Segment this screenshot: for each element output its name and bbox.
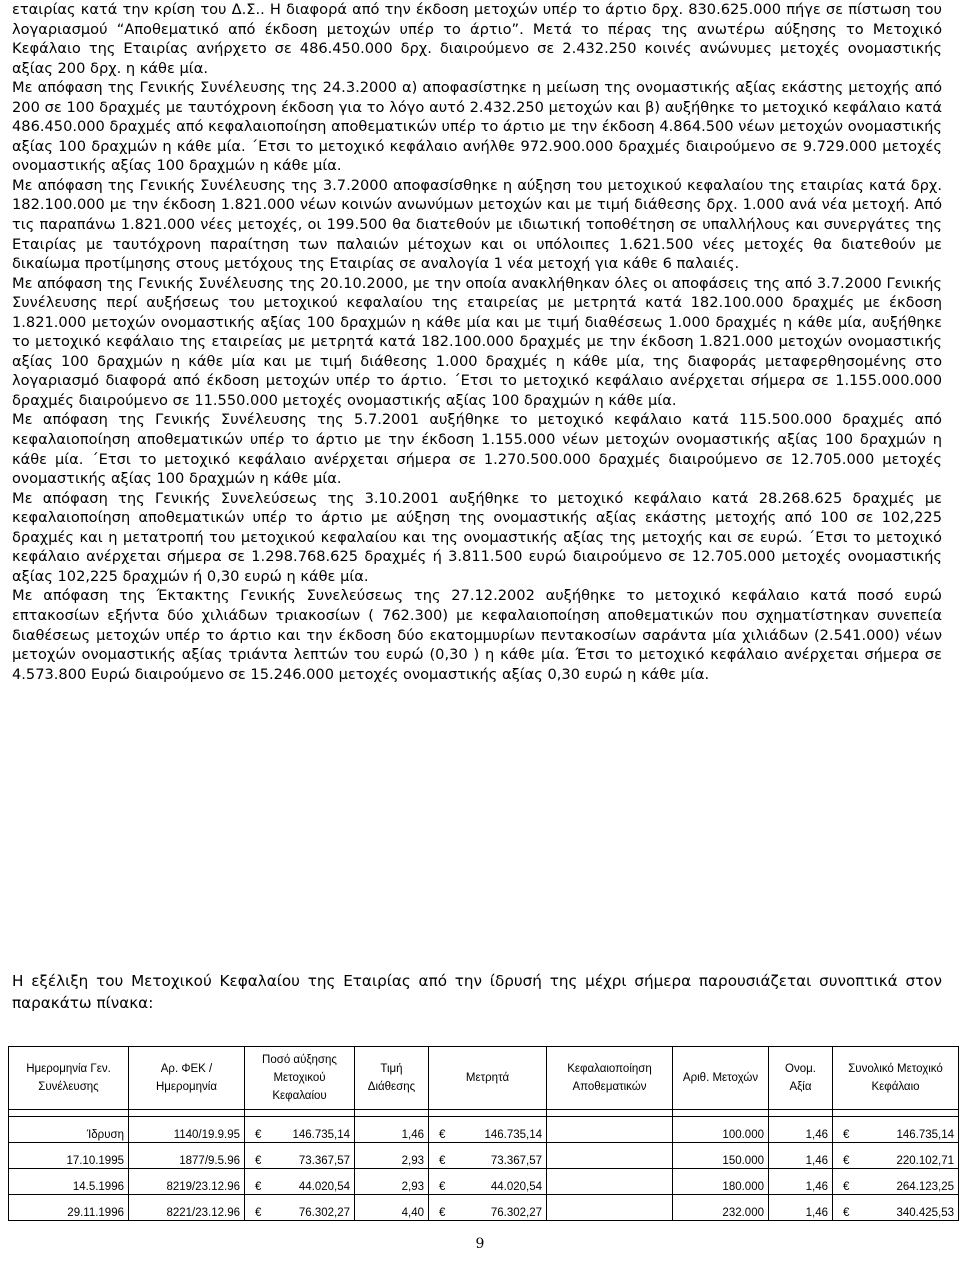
cell-value: 340.425,53 [896, 1207, 954, 1219]
table-row [9, 1169, 959, 1195]
paragraph-gm-3-10-2001: Με απόφαση της Γενικής Συνελεύσεως της 3.10.2001 αυξήθηκε το μετοχικό κεφάλαιο κατά 28.268.625 δραχμές με κεφαλαιοποίηση αποθεματικών υπέρ το άρτιο με αύξηση της ονομαστικής αξίας εκάστης μετοχής από 100 σε 102,225 δραχμές και η μετατροπή του μετοχικού κεφαλαίου και της ονομαστικής αξίας της μετοχής και σε ευρώ. ΄Ετσι το μετοχικό κεφάλαιο ανέρχεται σήμερα σε 1.298.768.625 δραχμές ή 3.811.500 ευρώ διαιρούμενο σε 12.705.000 μετοχές ονομαστικής αξίας 102,225 δραχμών ή 0,30 ευρώ η κάθε μία. [12, 489, 942, 585]
table-intro [12, 970, 942, 1014]
euro-symbol: € [255, 1129, 262, 1141]
cell-total-capital [833, 1143, 959, 1169]
euro-symbol: € [439, 1181, 446, 1193]
euro-symbol: € [439, 1207, 446, 1219]
cell-nominal-value: 1,46 [769, 1143, 833, 1169]
header-total-capital: Συνολικό Μετοχικό Κεφάλαιο [833, 1047, 959, 1110]
cell-cash [429, 1117, 547, 1143]
cell-share-count: 232.000 [673, 1195, 769, 1221]
header-cash: Μετρητά [429, 1047, 547, 1110]
paragraph-share-issue-premium: εταιρίας κατά την κρίση του Δ.Σ.. Η διαφορά από την έκδοση μετοχών υπέρ το άρτιο δρχ. 830.625.000 πήγε σε πίστωση του λογαριασμού “Αποθεματικό από έκδοση μετοχών υπέρ το άρτιο”. Μετά το πέρας της ανωτέρω αύξησης το Μετοχικό Κεφάλαιο της Εταιρίας ανήρχετο σε 486.450.000 δρχ. διαιρούμενο σε 2.432.250 κοινές ανώνυμες μετοχές ονομαστικής αξίας 200 δρχ. η κάθε μία. [12, 1, 942, 77]
cell-offer-price: 2,93 [355, 1169, 429, 1195]
euro-symbol: € [255, 1155, 262, 1167]
cell-reserve-capitalisation [547, 1143, 673, 1169]
cell-total-capital [833, 1117, 959, 1143]
euro-symbol: € [843, 1155, 850, 1167]
cell-value: 146.735,14 [484, 1129, 542, 1141]
cell-value: 44.020,54 [490, 1181, 542, 1193]
cell-share-count: 150.000 [673, 1143, 769, 1169]
cell-value: 146.735,14 [292, 1129, 350, 1141]
cell-reserve-capitalisation [547, 1169, 673, 1195]
euro-symbol: € [255, 1181, 262, 1193]
cell-gazette-no: 1877/9.5.96 [129, 1143, 245, 1169]
cell-value: 76.302,27 [298, 1207, 350, 1219]
cell-increase-amount [245, 1143, 355, 1169]
cell-value: 146.735,14 [896, 1129, 954, 1141]
table-header-row [9, 1047, 959, 1110]
cell-value: 73.367,57 [490, 1155, 542, 1167]
cell-nominal-value: 1,46 [769, 1169, 833, 1195]
cell-nominal-value: 1,46 [769, 1117, 833, 1143]
cell-gm-date: Ίδρυση [9, 1117, 129, 1143]
header-offer-price: Τιμή Διάθεσης [355, 1047, 429, 1110]
table-row [9, 1143, 959, 1169]
cell-total-capital [833, 1195, 959, 1221]
cell-total-capital [833, 1169, 959, 1195]
cell-cash [429, 1143, 547, 1169]
cell-share-count: 100.000 [673, 1117, 769, 1143]
share-capital-table [8, 1046, 959, 1221]
cell-share-count: 180.000 [673, 1169, 769, 1195]
body-text [12, 0, 942, 684]
table-row [9, 1195, 959, 1221]
cell-cash [429, 1195, 547, 1221]
cell-offer-price: 1,46 [355, 1117, 429, 1143]
cell-increase-amount [245, 1195, 355, 1221]
cell-nominal-value: 1,46 [769, 1195, 833, 1221]
table-intro-text: Η εξέλιξη του Μετοχικού Κεφαλαίου της Εταιρίας από την ίδρυσή της μέχρι σήμερα παρουσιάζεται συνοπτικά στον παρακάτω πίνακα: [12, 972, 942, 1012]
cell-gazette-no: 8219/23.12.96 [129, 1169, 245, 1195]
header-gm-date: Ημερομηνία Γεν. Συνέλευσης [9, 1047, 129, 1110]
paragraph-gm-24-3-2000: Με απόφαση της Γενικής Συνέλευσης της 24.3.2000 α) αποφασίστηκε η μείωση της ονομαστικής αξίας εκάστης μετοχής από 200 σε 100 δραχμές με ταυτόχρονη έκδοση για το λόγο αυτό 2.432.250 μετοχών και β) αυξήθηκε το μετοχικό κεφάλαιο κατά 486.450.000 δραχμές από κεφαλαιοποίηση αποθεματικών υπέρ το άρτιο με την έκδοση 4.864.500 νέων μετοχών ονομαστικής αξίας 100 δραχμών η κάθε μία. ΄Ετσι το μετοχικό κεφάλαιο ανήλθε 972.900.000 δραχμές διαιρούμενο σε 9.729.000 μετοχές ονομαστικής αξίας 100 δραχμών η κάθε μία. [12, 79, 942, 175]
table-separator-row [9, 1110, 959, 1117]
euro-symbol: € [843, 1129, 850, 1141]
paragraph-egm-27-12-2002: Με απόφαση της Έκτακτης Γενικής Συνελεύσεως της 27.12.2002 αυξήθηκε το μετοχικό κεφάλαιο κατά ποσό ευρώ επτακοσίων εξήντα δύο χιλιάδων τριακοσίων ( 762.300) με κεφαλαιοποίηση αποθεματικών που σχηματίστηκαν συνεπεία διαθέσεως μετοχών υπέρ το άρτιο και την έκδοση δύο εκατομμυρίων πεντακοσίων σαράντα μία χιλιάδων (2.541.000) νέων μετοχών ονομαστικής αξίας τριάντα λεπτών του ευρώ (0,30 ) η κάθε μία. Έτσι το μετοχικό κεφάλαιο ανέρχεται σήμερα σε 4.573.800 Ευρώ διαιρούμενο σε 15.246.000 μετοχές ονομαστικής αξίας 0,30 ευρώ η κάθε μία. [12, 587, 942, 683]
cell-value: 220.102,71 [896, 1155, 954, 1167]
cell-gm-date: 17.10.1995 [9, 1143, 129, 1169]
header-reserve-capitalisation: Κεφαλαιοποίηση Αποθεματικών [547, 1047, 673, 1110]
table-row [9, 1117, 959, 1143]
header-increase-amount: Ποσό αύξησης Μετοχικού Κεφαλαίου [245, 1047, 355, 1110]
euro-symbol: € [255, 1207, 262, 1219]
cell-value: 264.123,25 [896, 1181, 954, 1193]
euro-symbol: € [843, 1207, 850, 1219]
header-nominal-value: Ονομ. Αξία [769, 1047, 833, 1110]
header-gazette-no: Αρ. ΦΕΚ / Ημερομηνία [129, 1047, 245, 1110]
euro-symbol: € [843, 1181, 850, 1193]
cell-offer-price: 2,93 [355, 1143, 429, 1169]
header-share-count: Αριθ. Μετοχών [673, 1047, 769, 1110]
cell-gm-date: 14.5.1996 [9, 1169, 129, 1195]
cell-cash [429, 1169, 547, 1195]
page-number: 9 [475, 1236, 485, 1252]
paragraph-gm-3-7-2000: Με απόφαση της Γενικής Συνέλευσης της 3.7.2000 αποφασίσθηκε η αύξηση του μετοχικού κεφαλαίου της εταιρίας κατά δρχ. 182.100.000 με την έκδοση 1.821.000 νέων κοινών ανωνύμων μετοχών και με τιμή διάθεσης δρχ. 1.000 ανά νέα μετοχή. Από τις παραπάνω 1.821.000 νέες μετοχές, οι 199.500 θα διατεθούν με ιδιωτική τοποθέτηση σε υπαλλήλους και συνεργάτες της Εταιρίας με ταυτόχρονη παραίτηση των παλαιών μέτοχων και οι υπόλοιπες 1.621.500 νέες μετοχές θα διατεθούν με δικαίωμα προτίμησης στους μετόχους της Εταιρίας σε αναλογία 1 νέα μετοχή για κάθε 6 παλαιές. [12, 176, 942, 273]
cell-value: 73.367,57 [298, 1155, 350, 1167]
cell-increase-amount [245, 1169, 355, 1195]
euro-symbol: € [439, 1155, 446, 1167]
paragraph-gm-5-7-2001: Με απόφαση της Γενικής Συνέλευσης της 5.7.2001 αυξήθηκε το μετοχικό κεφάλαιο κατά 115.500.000 δραχμές από κεφαλαιοποίηση αποθεματικών υπέρ το άρτιο με την έκδοση 1.155.000 νέων μετοχών ονομαστικής αξίας 100 δραχμών η κάθε μία. ΄Ετσι το μετοχικό κεφάλαιο ανέρχεται σήμερα σε 1.270.500.000 δραχμές διαιρούμενο σε 12.705.000 μετοχές ονομαστικής αξίας 100 δραχμών η κάθε μία. [12, 411, 942, 488]
paragraph-gm-20-10-2000: Με απόφαση της Γενικής Συνέλευσης της 20.10.2000, με την οποία ανακλήθηκαν όλες οι αποφάσεις της από 3.7.2000 Γενικής Συνέλευσης περί αυξήσεως του μετοχικού κεφαλαίου της εταιρείας με μετρητά κατά 182.100.000 δραχμές με έκδοση 1.821.000 μετοχών ονομαστικής αξίας 100 δραχμών η κάθε μία και με τιμή διαθέσεως 1.000 δραχμές η κάθε μία, αυξήθηκε το μετοχικό κεφάλαιο της εταιρείας με μετρητά κατά 182.100.000 δραχμές με την έκδοση 1.821.000 μετοχών ονομαστικής αξίας 100 δραχμών η κάθε μία και με τιμή διάθεσης 1.000 δραχμές η κάθε μία, της διαφοράς μεταφερθησομένης στο λογαριασμό διαφορά από έκδοση μετοχών υπέρ το άρτιο. ΄Ετσι το μετοχικό κεφάλαιο ανέρχεται σήμερα σε 1.155.000.000 δραχμές διαιρούμενο σε 11.550.000 μετοχές ονομαστικής αξίας 100 δραχμών η κάθε μία. [12, 274, 942, 409]
cell-reserve-capitalisation [547, 1195, 673, 1221]
cell-gazette-no: 8221/23.12.96 [129, 1195, 245, 1221]
cell-gazette-no: 1140/19.9.95 [129, 1117, 245, 1143]
cell-reserve-capitalisation [547, 1117, 673, 1143]
cell-value: 44.020,54 [298, 1181, 350, 1193]
cell-increase-amount [245, 1117, 355, 1143]
cell-gm-date: 29.11.1996 [9, 1195, 129, 1221]
cell-value: 76.302,27 [490, 1207, 542, 1219]
euro-symbol: € [439, 1129, 446, 1141]
cell-offer-price: 4,40 [355, 1195, 429, 1221]
